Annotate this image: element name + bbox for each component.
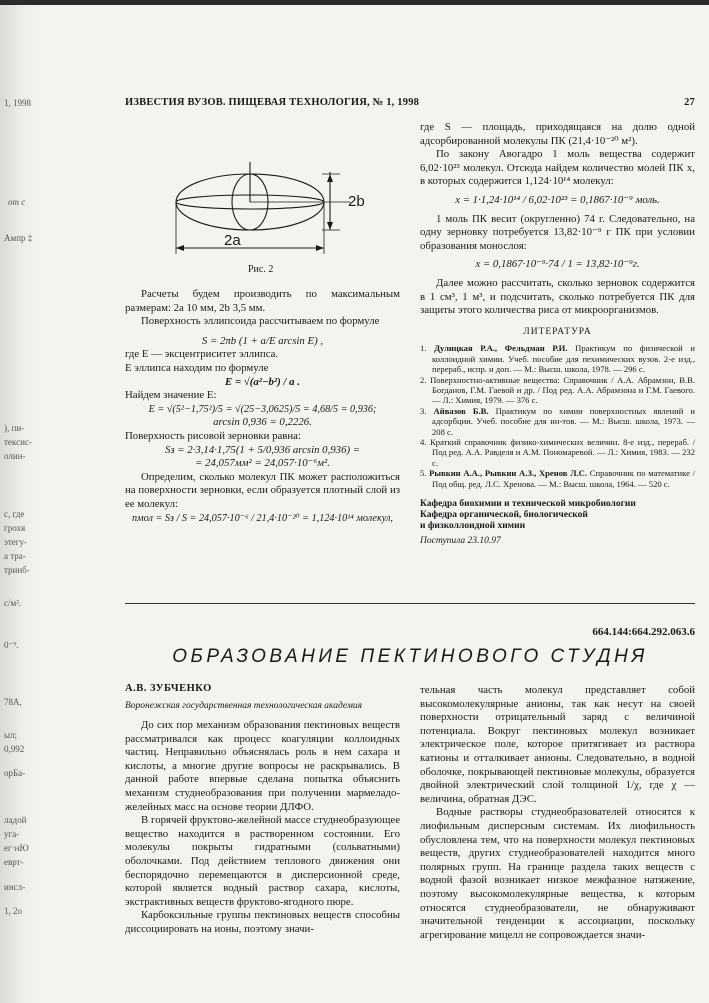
margin-fragment: этегу- [4,537,27,547]
formula-moles: x = 1·1,24·10¹⁴ / 6,02·10²³ = 0,1867·10⁻⁹ моль. [455,193,660,206]
reference-item: 4. Краткий справочник физико-химических величин. 8-е изд., перераб. / Под ред. А.А. Равделя и А.М. Пономаревой. — Л.: Химия, 1983. — 232 с. [420,436,695,468]
paragraph: До сих пор механизм образования пектиновых веществ рассматривался как процесс коагуляции коллоидных частиц. Неправильно объяснялась роль в нем сахара и кислоты, а многие другие вопросы не раскрывались. В данной работе впервые сделана попытка объяснить механизм студнеобразования при получении мармеладо-желейных масс на основе теории ДЛФО. [125,719,400,813]
udc-code: 664.144:664.292.063.6 [592,626,695,638]
paragraph: Поверхность рисовой зерновки равна: [125,429,301,442]
margin-fragment: уга- [4,829,20,839]
received-date: Поступила 23.10.97 [420,536,501,546]
margin-fragment: ), пи- [4,423,25,433]
paragraph: Карбоксильные группы пектиновых веществ способны диссоциировать на ионы, поэтому значи- [125,909,400,935]
margin-fragment: 0,992 [4,744,25,754]
margin-fragment: 78А, [4,697,22,707]
paragraph: Найдем значение E: [125,389,217,402]
section-divider [125,603,695,604]
margin-fragment: 0⁻⁹. [4,640,19,650]
right-column-article2 [420,684,695,942]
paragraph: Поверхность эллипсоида рассчитываем по формуле [141,315,380,328]
reference-item: 2. Поверхностно-активные вещества: Справочник / А.А. Абрамзон, В.В. Богданов, Г.М. Гаевой и др. / Под ред. А.А. Абрамзона и Г.М. Гаевого. — Л.: Химия, 1979. — 376 с. [420,374,695,406]
figure-caption: Рис. 2 [248,264,274,275]
margin-fragment: ыл; [4,730,18,740]
scan-top-edge [0,0,709,5]
margin-fragment: 1, 1998 [4,98,31,108]
reference-item: 1. Дулицкая Р.А., Фельдман Р.И. Практикум по физической и коллоидной химии. Учеб. пособие для пехимических вузов. 2-е изд., перераб., испр. и доп. — М.: Высш. школа, 1978. — 296 с. [420,343,695,375]
formula-eccentricity: E = √(a²−b²) / a . [225,375,300,388]
formula-arcsin: arcsin 0,936 = 0,2226. [213,416,312,429]
paragraph: тельная часть молекул представляет собой высокомолекулярные анионы, так как несут на своей поверхности отрицательный заряд с величиной потенциала. Вокруг пектиновых молекул возникает электрическое поле, которое притягивает из раствора катионы и отталкивает анионы. Следовательно, в водной оболочке, покрывающей пектиновые молекулы, образуется двойной электрический слой толщиной 1/χ, где χ — величина, обратная ДЭС. [420,684,695,805]
paragraph: E эллипса находим по формуле [125,361,269,374]
formula-molecule-count: nмол = Sз / S = 24,057·10⁻⁶ / 21,4·10⁻²⁰ = 1,124·10¹⁴ молекул, [132,512,393,524]
margin-fragment: инсл- [4,882,26,892]
label-2a: 2a [224,232,241,249]
margin-fragment: ладой [4,815,27,825]
paragraph: По закону Авогадро 1 моль вещества содержит 6,02·10²³ молекул. Отсюда найдем количество молей ПК x, в которых содержится 1,124·10¹⁴ молекул: [420,148,695,188]
margin-fragment: тринб- [4,565,30,575]
margin-fragment: орБа- [4,768,26,778]
paragraph: Расчеты будем производить по максимальным размерам: 2a 10 мм, 2b 3,5 мм. [125,288,400,314]
left-column-article1 [125,288,400,525]
formula-mass: x = 0,1867·10⁻⁹·74 / 1 = 13,82·10⁻⁹г. [475,258,640,271]
margin-fragment: тексис- [4,437,32,447]
formula-grain-surface: Sз = 2·3,14·1,75(1 + 5/0,936 arcsin 0,936) = [164,443,361,456]
reference-item: 5. Рывкин А.А., Рывкин А.З., Хренов Л.С. Справочник по математике / Под общ. ред. Л.С. Хренова. — М.: Высш. школа, 1964. — 520 с. [420,468,696,489]
article-title: ОБРАЗОВАНИЕ ПЕКТИНОВОГО СТУДНЯ [172,646,648,667]
margin-fragment: грохя [4,523,26,533]
formula-grain-surface-result: = 24,057мм² = 24,057·10⁻⁶м². [195,457,330,470]
label-2b: 2b [348,193,365,210]
references-list [420,343,695,489]
margin-fragment: олин- [4,451,26,461]
margin-fragment: 1, 2о [4,906,22,916]
margin-fragment: с, где [4,509,25,519]
department-affiliation: Кафедра биохимии и технической микробиологии Кафедра органической, биологической и физколлоидной химии [420,499,636,531]
margin-fragment: от с [8,197,26,207]
right-column-article1 [420,121,695,549]
formula-surface: S = 2πb (1 + a/E arcsin E) , [201,334,324,347]
paragraph: Определим, сколько молекул ПК может расположиться на поверхности зерновки, если образуется плотный слой из ее молекул: [125,470,400,510]
paragraph: где S — площадь, приходящаяся на долю одной адсорбированной молекулы ПК (21,4·10⁻²⁰ м²). [420,121,695,147]
paragraph: В горячей фруктово-желейной массе студнеобразующее вещество находится в растворенном состоянии. Его молекулы покрыты гидратными (сольватными) оболочками. Под действием теплового движения они беспорядочно перемещаются в дисперсионной среде, которой является водный раствор сахара, кислоты, экстрактивных веществ фруктово-ягодного пюре. [125,814,400,908]
page-number: 27 [684,97,695,108]
margin-fragment: Ампр ‡ [4,233,33,243]
article-affiliation: Воронежская государственная технологическая академия [125,701,363,711]
left-column-article2 [125,719,400,937]
reference-item: 3. Айвазов Б.В. Практикум по химии поверхностных явлений и адсорбции. Учеб. пособие для ин-тов. — М.: Высш. школа, 1973. — 208 с. [420,405,695,437]
running-header [125,97,695,108]
paragraph: 1 моль ПК весит (округленно) 74 г. Следовательно, на одну зерновку потребуется 13,82·10⁻⁹ г ПК при условии образования монослоя: [420,212,695,252]
journal-title: ИЗВЕСТИЯ ВУЗОВ. ПИЩЕВАЯ ТЕХНОЛОГИЯ, № 1, 1998 [125,97,420,108]
ellipsoid-figure [150,122,410,262]
margin-fragment: ег·нЮ [4,843,29,853]
formula-e-value: E = √(5²−1,75²)/5 = √(25−3,0625)/5 = 4,68/5 = 0,936; [148,403,377,415]
paragraph: Водные растворы студнеобразователей относятся к лиофильным дисперсным системам. Их лиофильность обусловлена тем, что на поверхности молекул пектиновых веществ, других студнеобразователей находится много полярных групп. На границе раздела таких веществ с водной фазой возникает низкое межфазное натяжение, поэтому высокомолекулярные вещества, к которым относятся студнеобразователи, не обнаруживают значительной тенденции к ассоциации, поскольку агрегирование мицелл не сопровождается значи- [420,806,695,941]
references-title: ЛИТЕРАТУРА [523,326,592,337]
margin-fragment: а тра- [4,551,26,561]
margin-fragment: еврт- [4,857,24,867]
paragraph: Далее можно рассчитать, сколько зерновок содержится в 1 см³, 1 м³, и подсчитать, сколько потребуется ПК для защиты этого количества риса от микроорганизмов. [420,276,695,317]
margin-fragment: с/м². [4,598,22,608]
paragraph: где E — эксцентриситет эллипса. [125,348,279,361]
article-author: А.В. ЗУБЧЕНКО [125,683,212,694]
